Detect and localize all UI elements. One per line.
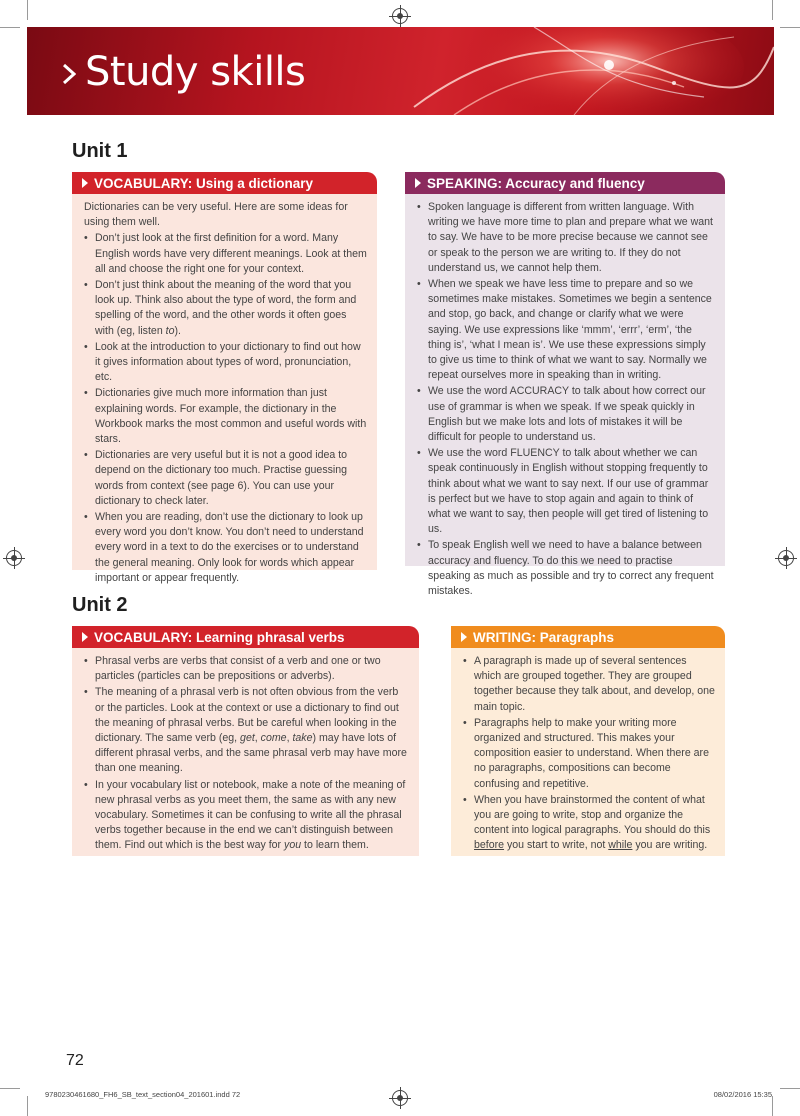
box-header: [451, 626, 725, 648]
registration-mark-icon: [392, 8, 408, 24]
italic-word: come: [260, 732, 287, 745]
light-swirl-decoration: [354, 27, 774, 115]
underlined-word: while: [608, 839, 633, 852]
writing-paragraphs-box: [451, 626, 725, 856]
list-item: • Dictionaries give much more information than just explaining words. For example, the dictionary in the Workbook marks the most common and useful words with stars.: [84, 386, 367, 447]
vocabulary-phrasal-verbs-box: [72, 626, 419, 856]
text-run: you are writing.: [632, 839, 708, 852]
crop-mark: [780, 1088, 800, 1089]
header-banner: [27, 27, 774, 115]
list-item: • Paragraphs help to make your writing more organized and structured. This makes your composition easier to understand. When there are no paragraphs, compositions can become confusing and repetitive.: [463, 716, 715, 792]
list-item: • Dictionaries are very useful but it is not a good idea to depend on the dictionary too much. Practise guessing words from context (see page 6). You can use your dictionary to check later.: [84, 448, 367, 509]
text-run: ,: [254, 732, 261, 745]
text-run: The meaning of a phrasal verb is not often obvious from the verb or the particles. Look at the context or use a dictionary to find out the meaning of phrasal verbs. But be careful when looking in the dictionary. The same verb (eg,: [95, 686, 399, 745]
text-run: ) may have lots of different phrasal verbs, and the same phrasal verb may have more than one meaning.: [95, 732, 407, 775]
italic-word: take: [292, 732, 313, 745]
crop-mark: [27, 0, 28, 20]
print-slug-file: 9780230461680_FH6_SB_text_section04_201601.indd 72: [45, 1090, 241, 1099]
speaking-accuracy-box: [405, 172, 725, 598]
text-run: to learn them.: [301, 839, 369, 852]
box-header: [405, 172, 725, 194]
unit-2-heading: Unit 2: [72, 594, 128, 616]
registration-mark-icon: [778, 550, 794, 566]
triangle-bullet-icon: [82, 178, 88, 188]
box-title: VOCABULARY: Using a dictionary: [94, 175, 314, 191]
text-run: ,: [286, 732, 293, 745]
list-item-tail: ).: [174, 324, 181, 337]
crop-mark: [780, 27, 800, 28]
crop-mark: [772, 1096, 773, 1116]
list-item: • Spoken language is different from written language. With writing we have more time to plan and prepare what we want to say. We have to be more precise because we cannot see or speak to the person we are writing to. If they do not understand us, we cannot help them.: [417, 200, 715, 276]
triangle-bullet-icon: [461, 632, 467, 642]
page-number: 72: [66, 1052, 84, 1069]
unit-1-heading: Unit 1: [72, 140, 128, 162]
text-run: In your vocabulary list or notebook, make a note of the meaning of new phrasal verbs as you meet them, the same as with any new vocabulary. Sometimes it can be confusing to write all the phrasal verbs together because in the end we can’t distinguish between them. Find out which is the best way for: [95, 778, 406, 852]
list-item: • When you are reading, don’t use the dictionary to look up every word you don’t know. You don’t need to understand every word in a text to do the exercises or to understand the general meaning. Only look for words which appear important or appear frequently.: [84, 510, 367, 586]
page-title: Study skills: [85, 49, 306, 95]
print-slug-date: 08/02/2016 15:35: [713, 1090, 772, 1099]
registration-mark-icon: [6, 550, 22, 566]
list-item: [84, 685, 409, 776]
list-item: • Don’t just look at the first definition for a word. Many English words have very different meanings. Look at them all and choose the right one for your context.: [84, 231, 367, 277]
box-title: VOCABULARY: Learning phrasal verbs: [94, 629, 345, 645]
list-item: • To speak English well we need to have a balance between accuracy and fluency. To do this we need to practise speaking as much as possible and try to correct any frequent mistakes.: [417, 538, 715, 599]
crop-mark: [772, 0, 773, 20]
list-item-text: Don’t just think about the meaning of the word that you look up. Think also about the type of word, the form and spelling of the word, and the other words it often goes with (eg, listen: [95, 279, 357, 337]
crop-mark: [27, 1096, 28, 1116]
box-title: SPEAKING: Accuracy and fluency: [427, 175, 645, 191]
box-body: [451, 648, 725, 856]
intro-text: Dictionaries can be very useful. Here are some ideas for using them well.: [84, 201, 348, 229]
vocabulary-dictionary-box: [72, 172, 377, 584]
list-item: [84, 778, 409, 854]
crop-mark: [0, 27, 20, 28]
text-run: you start to write, not: [504, 839, 609, 852]
crop-mark: [0, 1088, 20, 1089]
box-body: [405, 194, 725, 598]
text-run: When you have brainstormed the content of what you are going to write, stop and organize the content into logical paragraphs. You should do this: [474, 793, 711, 837]
underlined-word: before: [474, 839, 505, 852]
box-body: [72, 648, 419, 856]
list-item: • When we speak we have less time to prepare and so we sometimes make mistakes. Sometimes we begin a sentence and stop, go back, and change or clarify what we were saying. We use expressions like ‘mmm’, ‘errr’, ‘erm’, ‘the thing is’, ‘what I mean is’. We use these expressions simply to give us time to think of what we want to say. Normally we repeat ourselves more in speaking than in writing.: [417, 277, 715, 383]
list-item: • Look at the introduction to your dictionary to find out how it gives information about types of word, pronunciation, etc.: [84, 340, 367, 386]
italic-word: you: [284, 839, 302, 852]
box-header: [72, 626, 419, 648]
list-item: [84, 278, 367, 339]
box-body: [72, 194, 377, 584]
italic-word: to: [165, 324, 175, 337]
list-item: • Phrasal verbs are verbs that consist of a verb and one or two particles (particles can be prepositions or adverbs).: [84, 654, 409, 684]
list-item: [463, 793, 715, 854]
box-title: WRITING: Paragraphs: [473, 629, 615, 645]
italic-word: get: [240, 732, 255, 745]
triangle-bullet-icon: [415, 178, 421, 188]
list-item: • A paragraph is made up of several sentences which are grouped together. They are grouped together because they talk about, and develop, one main topic.: [463, 654, 715, 715]
banner-arrow-icon: [62, 63, 76, 85]
registration-mark-icon: [392, 1090, 408, 1106]
list-item: • We use the word FLUENCY to talk about whether we can speak continuously in English without stopping frequently to think about what we want to say next. If our use of grammar is perfect but we have to stop again and again to think of what we want to say, then people will get tired of listening to us.: [417, 446, 715, 537]
triangle-bullet-icon: [82, 632, 88, 642]
box-header: [72, 172, 377, 194]
list-item: • We use the word ACCURACY to talk about how correct our use of grammar is when we speak. If we speak quickly in English but we make lots and lots of mistakes it will be difficult for people to understand us.: [417, 384, 715, 445]
